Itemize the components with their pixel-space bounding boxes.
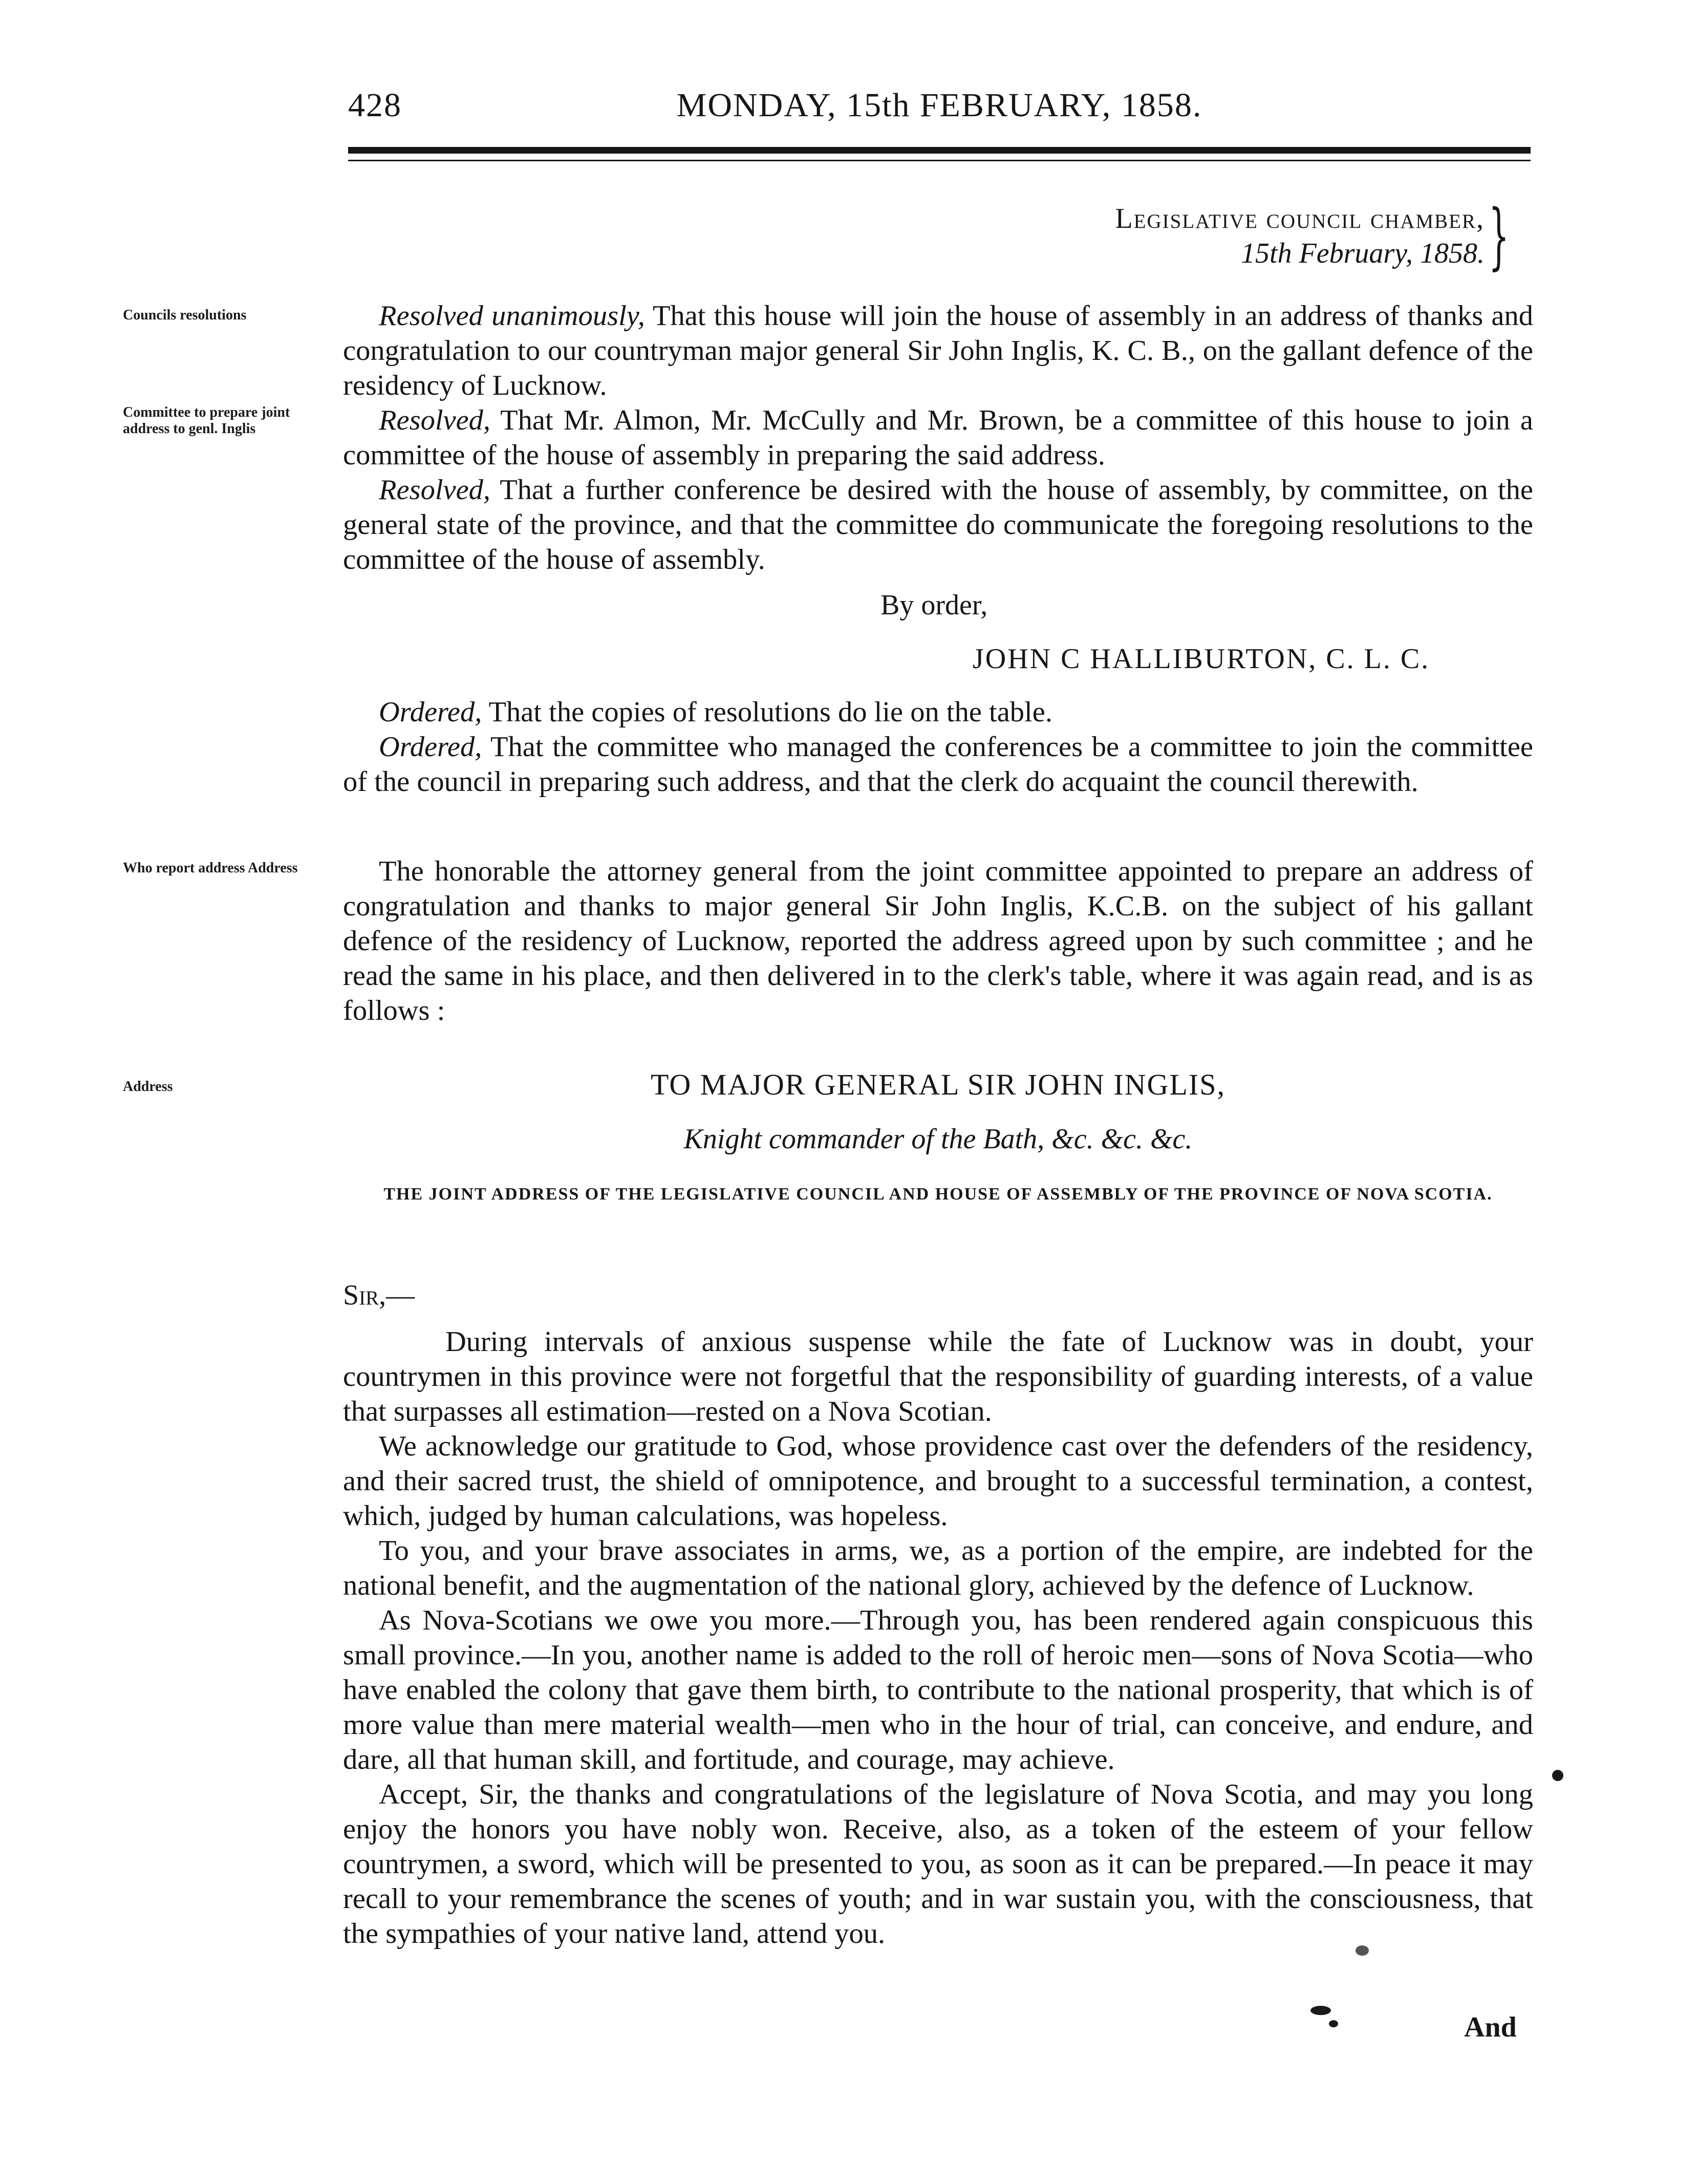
order-2-lead: Ordered, (379, 731, 482, 763)
report-paragraph-block (343, 854, 1533, 1028)
margin-note-councils-resolutions: Councils resolutions (123, 307, 247, 323)
salutation: Sir,— (343, 1279, 415, 1311)
order-1 (343, 695, 1533, 730)
address-title: TO MAJOR GENERAL SIR JOHN INGLIS, (651, 1068, 1225, 1101)
resolution-2 (343, 403, 1533, 473)
resolution-1-text: That this house will join the house of assembly in an address of thanks and congratulation to our countryman major general Sir John Inglis, K. C. B., on the gallant defence of the residency of Lucknow. (343, 300, 1533, 401)
ink-smudge (1310, 2006, 1331, 2015)
margin-note-committee: Committee to prepare joint address to genl. Inglis (123, 404, 290, 437)
address-paragraph-5: Accept, Sir, the thanks and congratulations of the legislature of Nova Scotia, and may you long enjoy the honors you have nobly won. Receive, also, as a token of the esteem of your fellow countrymen, a sword, which will be presented to you, as soon as it can be prepared.—In peace it may recall to your remembrance the scenes of youth; and in war sustain you, with the consciousness, that the sympathies of your native land, attend you. (343, 1779, 1533, 1950)
header-date: MONDAY, 15th FEBRUARY, 1858. (676, 87, 1202, 124)
address-paragraph-1: During intervals of anxious suspense while the fate of Lucknow was in doubt, your countrymen in this province were not forgetful that the responsibility of guarding interests, of a value that surpasses all estimation—rested on a Nova Scotian. (343, 1326, 1533, 1427)
ink-smudge (1552, 1770, 1563, 1781)
report-paragraph: The honorable the attorney general from the joint committee appointed to prepare an address of congratulation and thanks to major general Sir John Inglis, K.C.B. on the subject of his gallant defence of the residency of Lucknow, reported the address agreed upon by such committee ; and he read the same in his place, and then delivered in to the clerk's table, where it was again read, and is as follows : (343, 855, 1533, 1026)
dateline-brace: } (1489, 195, 1510, 278)
order-2 (343, 730, 1533, 799)
margin-note-address: Address (123, 1079, 173, 1095)
ink-smudge (1329, 2020, 1338, 2027)
page-header (348, 86, 1531, 127)
joint-address-heading: THE JOINT ADDRESS OF THE LEGISLATIVE COUNCIL AND HOUSE OF ASSEMBLY OF THE PROVINCE OF NOVA SCOTIA. (383, 1185, 1493, 1204)
resolution-3 (343, 473, 1533, 577)
header-rule-thick (348, 147, 1531, 154)
dateline-chamber: Legislative council chamber, (1115, 203, 1485, 234)
signature: JOHN C HALLIBURTON, C. L. C. (973, 643, 1430, 675)
by-order: By order, (880, 589, 988, 621)
order-1-lead: Ordered, (379, 696, 482, 728)
resolutions-block (343, 298, 1533, 577)
dateline (973, 201, 1485, 271)
resolution-2-lead: Resolved, (379, 404, 491, 436)
dateline-date: 15th February, 1858. (1241, 238, 1485, 269)
page-number: 428 (348, 87, 402, 124)
resolution-3-lead: Resolved, (379, 474, 491, 506)
resolution-3-text: That a further conference be desired with the house of assembly, by committee, on the general state of the province, and that the committee do communicate the foregoing resolutions to the committee of the house of assembly. (343, 474, 1533, 575)
ink-smudge (1356, 1945, 1369, 1956)
address-paragraph-2: We acknowledge our gratitude to God, whose providence cast over the defenders of the residency, and their sacred trust, the shield of omnipotence, and brought to a successful termination, a contest, which, judged by human calculations, was hopeless. (343, 1430, 1533, 1532)
address-subtitle: Knight commander of the Bath, &c. &c. &c. (683, 1123, 1193, 1155)
address-body (343, 1324, 1533, 1951)
header-rule-thin (348, 160, 1531, 161)
order-2-text: That the committee who managed the conferences be a committee to join the committee of the council in preparing such address, and that the clerk do acquaint the council therewith. (343, 731, 1533, 798)
resolution-1 (343, 298, 1533, 403)
address-paragraph-3: To you, and your brave associates in arms, we, as a portion of the empire, are indebted for the national benefit, and the augmentation of the national glory, achieved by the defence of Lucknow. (343, 1535, 1533, 1601)
address-paragraph-4: As Nova-Scotians we owe you more.—Through you, has been rendered again conspicuous this small province.—In you, another name is added to the roll of heroic men—sons of Nova Scotia—who have enabled the colony that gave them birth, to contribute to the national prosperity, that which is of more value than mere material wealth—men who in the hour of trial, can conceive, and endure, and dare, all that human skill, and fortitude, and courage, may achieve. (343, 1604, 1533, 1775)
resolution-2-text: That Mr. Almon, Mr. McCully and Mr. Brown, be a committee of this house to join a committee of the house of assembly in preparing the said address. (343, 404, 1533, 471)
catchword: And (1464, 2011, 1517, 2043)
resolution-1-lead: Resolved unanimously, (379, 300, 645, 332)
orders-block (343, 695, 1533, 799)
margin-note-who-report: Who report address Address (123, 860, 298, 876)
order-1-text: That the copies of resolutions do lie on the table. (482, 696, 1052, 728)
